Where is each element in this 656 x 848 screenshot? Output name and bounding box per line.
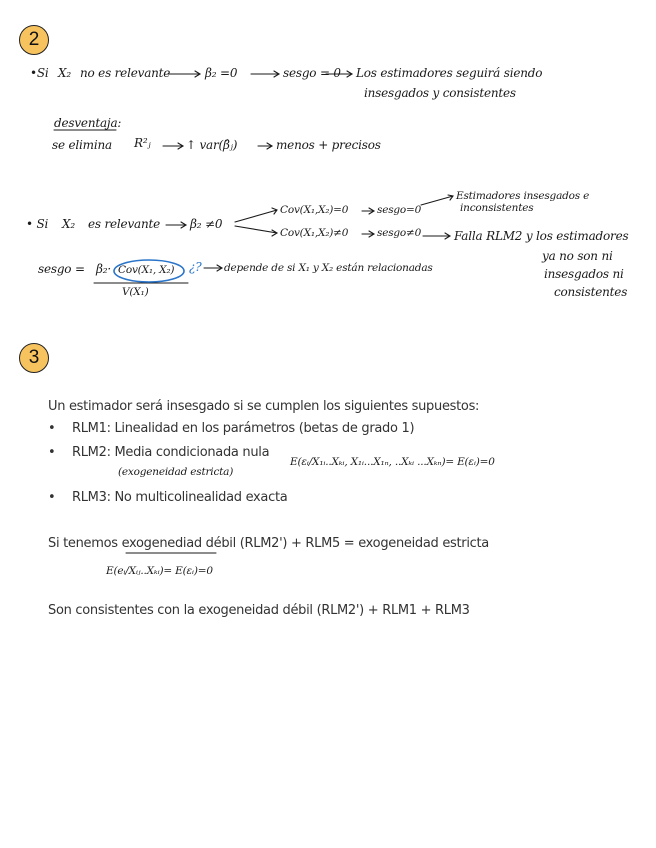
estimadores-b: inconsistentes: [460, 202, 534, 214]
weak-term: exogenediad débil: [121, 536, 236, 551]
rlm2-sub: (exogeneidad estricta): [118, 466, 234, 478]
list-item-rlm2: RLM2: Media condicionada nula: [72, 445, 270, 460]
list-bullet: •: [48, 490, 56, 505]
bullet: •Si: [30, 66, 49, 80]
var-x2: X₂: [58, 66, 71, 80]
sesgo-zero: sesgo = 0: [283, 66, 341, 80]
arrow-4: [163, 143, 183, 149]
formula-cov: Cov(X₁, X₂): [118, 264, 175, 276]
text-no-relevante: no es relevante: [80, 66, 171, 80]
beta-nonzero: β₂ ≠0: [190, 217, 223, 231]
consistent-text: Son consistentes con la exogeneidad débil (RLM2') + RLM1 + RLM3: [48, 603, 470, 618]
arrow-8: [421, 195, 453, 205]
falla-text: Falla RLM2 y los estimadores: [454, 229, 629, 243]
sesgo-lhs: sesgo =: [38, 262, 85, 276]
section-number-3: 3: [19, 343, 49, 373]
estimadores-a: Estimadores insesgados e: [456, 190, 590, 202]
desventaja-text: se elimina: [52, 138, 112, 152]
var-term: ↑ var(β̂ⱼ): [186, 138, 238, 152]
arrow-6: [166, 222, 186, 228]
arrow-10: [423, 233, 450, 239]
desventaja-result: menos + precisos: [276, 138, 381, 152]
falla-text-b: ya no son ni: [542, 249, 613, 263]
depende-text: depende de si X₁ y X₂ están relacionadas: [224, 262, 433, 274]
sesgo-zero-b: sesgo=0: [377, 204, 422, 216]
sesgo-nonzero: sesgo≠0: [377, 227, 422, 239]
formula-den: V(X₁): [122, 286, 149, 298]
branch-down: [235, 226, 277, 236]
var-x2-b: X₂: [62, 217, 75, 231]
weak-formula: E(eᵢ/Xᵢⱼ..Xₖᵢ)= E(εᵢ)=0: [106, 565, 213, 577]
arrow-7: [362, 208, 374, 214]
rlm2-formula: E(εᵢ/X₁ᵢ..Xₖᵢ, X₁ᵢ...X₁ₙ, ..Xₖᵢ ...Xₖₙ)= E(εᵢ)=0: [290, 456, 495, 468]
arrow-5: [258, 143, 272, 149]
r2-term: R²ⱼ: [134, 136, 151, 150]
weak-pre: Si tenemos: [48, 536, 122, 551]
beta-zero: β₂ =0: [205, 66, 238, 80]
list-bullet: •: [48, 445, 56, 460]
question-mark: ¿?: [189, 260, 202, 274]
section-number-2: 2: [19, 25, 49, 55]
list-item-rlm3: RLM3: No multicolinealidad exacta: [72, 490, 288, 505]
desventaja-title: desventaja:: [54, 116, 122, 130]
falla-text-d: consistentes: [554, 285, 628, 299]
list-item-rlm1: RLM1: Linealidad en los parámetros (betas de grado 1): [72, 421, 415, 436]
weak-post: (RLM2') + RLM5 = exogeneidad estricta: [235, 536, 489, 551]
text-relevante: es relevante: [88, 217, 161, 231]
falla-text-c: insesgados ni: [544, 267, 624, 281]
branch-up: [235, 208, 277, 222]
formula-beta: β₂·: [96, 262, 111, 276]
result-line-a: Los estimadores seguirá siendo: [356, 66, 543, 80]
arrow-2: [251, 71, 279, 77]
cov-zero: Cov(X₁,X₂)=0: [280, 204, 349, 216]
arrow-1: [168, 71, 200, 77]
weak-exog-line: [48, 536, 489, 551]
bullet-2: • Si: [26, 217, 49, 231]
intro-text: Un estimador será insesgado si se cumplen los siguientes supuestos:: [48, 399, 480, 414]
arrow-9: [362, 231, 374, 237]
result-line-b: insesgados y consistentes: [364, 86, 516, 100]
list-bullet: •: [48, 421, 56, 436]
cov-nonzero: Cov(X₁,X₂)≠0: [280, 227, 349, 239]
arrow-11: [204, 265, 222, 271]
